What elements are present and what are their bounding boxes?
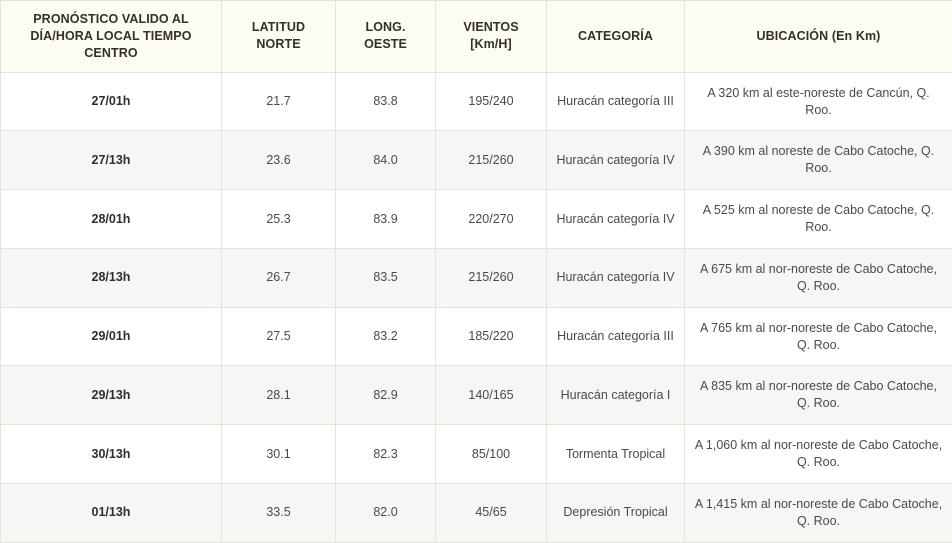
cell-category: Depresión Tropical	[547, 483, 685, 542]
cell-forecast-time: 28/01h	[1, 190, 222, 249]
column-header-latitude: LATITUD NORTE	[222, 1, 336, 73]
cell-category: Huracán categoría I	[547, 366, 685, 425]
cell-forecast-time: 27/13h	[1, 131, 222, 190]
column-header-forecast-time: PRONÓSTICO VALIDO AL DÍA/HORA LOCAL TIEMPO CENTRO	[1, 1, 222, 73]
cell-winds: 195/240	[436, 72, 547, 131]
cell-longitude: 83.2	[336, 307, 436, 366]
table-header	[1, 1, 952, 73]
column-header-location: UBICACIÓN (En Km)	[685, 1, 952, 73]
cell-category: Huracán categoría IV	[547, 190, 685, 249]
cell-category: Tormenta Tropical	[547, 425, 685, 484]
cell-forecast-time: 27/01h	[1, 72, 222, 131]
cell-category: Huracán categoría III	[547, 307, 685, 366]
cell-longitude: 82.9	[336, 366, 436, 425]
cell-forecast-time: 01/13h	[1, 483, 222, 542]
cell-winds: 140/165	[436, 366, 547, 425]
cell-location: A 1,415 km al nor-noreste de Cabo Catoche, Q. Roo.	[685, 483, 952, 542]
column-header-category: CATEGORÍA	[547, 1, 685, 73]
cell-location: A 320 km al este-noreste de Cancún, Q. Roo.	[685, 72, 952, 131]
cell-forecast-time: 29/13h	[1, 366, 222, 425]
cell-longitude: 83.8	[336, 72, 436, 131]
cell-latitude: 30.1	[222, 425, 336, 484]
cell-latitude: 28.1	[222, 366, 336, 425]
cell-location: A 525 km al noreste de Cabo Catoche, Q. Roo.	[685, 190, 952, 249]
cell-forecast-time: 29/01h	[1, 307, 222, 366]
table-row	[1, 483, 952, 542]
cell-winds: 185/220	[436, 307, 547, 366]
cell-latitude: 21.7	[222, 72, 336, 131]
cell-longitude: 82.3	[336, 425, 436, 484]
table-row	[1, 366, 952, 425]
cell-location: A 835 km al nor-noreste de Cabo Catoche, Q. Roo.	[685, 366, 952, 425]
table-row	[1, 190, 952, 249]
table-row	[1, 425, 952, 484]
cell-latitude: 26.7	[222, 248, 336, 307]
cell-location: A 675 km al nor-noreste de Cabo Catoche, Q. Roo.	[685, 248, 952, 307]
cell-category: Huracán categoría IV	[547, 131, 685, 190]
column-header-winds: VIENTOS [Km/H]	[436, 1, 547, 73]
cell-latitude: 23.6	[222, 131, 336, 190]
cell-winds: 220/270	[436, 190, 547, 249]
table-row	[1, 72, 952, 131]
cell-longitude: 84.0	[336, 131, 436, 190]
cell-category: Huracán categoría III	[547, 72, 685, 131]
table-row	[1, 131, 952, 190]
cell-location: A 390 km al noreste de Cabo Catoche, Q. Roo.	[685, 131, 952, 190]
column-header-longitude: LONG. OESTE	[336, 1, 436, 73]
cell-winds: 85/100	[436, 425, 547, 484]
cell-latitude: 25.3	[222, 190, 336, 249]
cell-forecast-time: 28/13h	[1, 248, 222, 307]
cell-longitude: 83.5	[336, 248, 436, 307]
table-row	[1, 248, 952, 307]
cell-latitude: 27.5	[222, 307, 336, 366]
cell-winds: 45/65	[436, 483, 547, 542]
table-header-row	[1, 1, 952, 73]
cell-latitude: 33.5	[222, 483, 336, 542]
cell-longitude: 83.9	[336, 190, 436, 249]
cell-forecast-time: 30/13h	[1, 425, 222, 484]
cell-winds: 215/260	[436, 248, 547, 307]
cell-winds: 215/260	[436, 131, 547, 190]
table-body	[1, 72, 952, 542]
cell-category: Huracán categoría IV	[547, 248, 685, 307]
cell-longitude: 82.0	[336, 483, 436, 542]
cell-location: A 765 km al nor-noreste de Cabo Catoche, Q. Roo.	[685, 307, 952, 366]
table-row	[1, 307, 952, 366]
cell-location: A 1,060 km al nor-noreste de Cabo Catoche, Q. Roo.	[685, 425, 952, 484]
